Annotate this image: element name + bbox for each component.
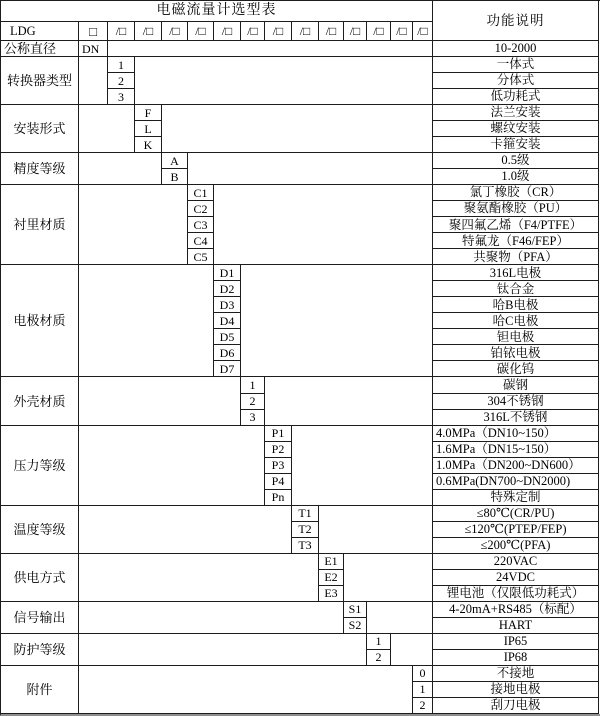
dn-code-cell: DN bbox=[79, 41, 108, 57]
section-power-supply-label: 供电方式 bbox=[1, 554, 79, 602]
code-protection-class-1: 1 bbox=[367, 634, 391, 650]
code-pressure-class-P1: P1 bbox=[265, 426, 292, 442]
code-signal-output-S1: S1 bbox=[344, 602, 367, 618]
desc-lining-material-C2: 聚氨酯橡胶（PU） bbox=[433, 201, 599, 217]
section-converter-type-label: 转换器类型 bbox=[1, 57, 79, 105]
model-slot-cell: /□ bbox=[188, 22, 214, 41]
code-signal-output-S2: S2 bbox=[344, 618, 367, 634]
function-description-header: 功能说明 bbox=[433, 1, 599, 41]
code-electrode-material-D6: D6 bbox=[214, 345, 241, 361]
code-pressure-class-P3: P3 bbox=[265, 458, 292, 474]
code-accuracy-class-B: B bbox=[162, 169, 188, 185]
code-power-supply-E2: E2 bbox=[319, 570, 344, 586]
section-housing-material-right-spacer bbox=[265, 377, 433, 425]
section-temperature-class-right-spacer bbox=[319, 506, 433, 554]
model-slot-cell: /□ bbox=[413, 22, 433, 41]
code-electrode-material-D5: D5 bbox=[214, 329, 241, 345]
model-slot-cell: /□ bbox=[241, 22, 265, 41]
section-temperature-class-label: 温度等级 bbox=[1, 506, 79, 554]
section-lining-material-label: 衬里材质 bbox=[1, 185, 79, 265]
section-power-supply-right-spacer bbox=[344, 554, 433, 602]
section-lining-material-right-spacer bbox=[214, 185, 433, 265]
section-protection-class-label: 防护等级 bbox=[1, 634, 79, 666]
section-signal-output-right-spacer bbox=[367, 602, 433, 634]
dn-spacer bbox=[108, 41, 433, 57]
desc-signal-output-S1: 4-20mA+RS485（标配） bbox=[433, 602, 599, 618]
model-box-cell: □ bbox=[79, 22, 108, 41]
model-slot-cell: /□ bbox=[319, 22, 344, 41]
model-slot-cell: /□ bbox=[135, 22, 162, 41]
code-power-supply-E3: E3 bbox=[319, 586, 344, 602]
section-temperature-class-left-spacer bbox=[79, 506, 292, 554]
code-electrode-material-D3: D3 bbox=[214, 297, 241, 313]
code-mounting-type-L: L bbox=[135, 121, 162, 137]
section-pressure-class-label: 压力等级 bbox=[1, 426, 79, 506]
code-electrode-material-D2: D2 bbox=[214, 281, 241, 297]
desc-pressure-class-P1: 4.0MPa（DN10~150） bbox=[433, 426, 599, 442]
desc-housing-material-2: 304不锈钢 bbox=[433, 394, 599, 410]
desc-pressure-class-P3: 1.0MPa（DN200~DN600） bbox=[433, 458, 599, 474]
model-slot-cell: /□ bbox=[265, 22, 292, 41]
section-protection-class-left-spacer bbox=[79, 634, 367, 666]
desc-accuracy-class-B: 1.0级 bbox=[433, 169, 599, 185]
code-converter-type-1: 1 bbox=[108, 57, 135, 73]
code-housing-material-3: 3 bbox=[241, 410, 265, 426]
code-mounting-type-K: K bbox=[135, 137, 162, 153]
desc-housing-material-3: 316L不锈钢 bbox=[433, 410, 599, 426]
desc-accessories-1: 接地电极 bbox=[433, 682, 599, 698]
desc-electrode-material-D4: 哈C电极 bbox=[433, 313, 599, 329]
code-pressure-class-P4: P4 bbox=[265, 474, 292, 490]
section-accuracy-class-right-spacer bbox=[188, 153, 433, 185]
section-signal-output-label: 信号输出 bbox=[1, 602, 79, 634]
code-lining-material-C5: C5 bbox=[188, 249, 214, 265]
section-lining-material-left-spacer bbox=[79, 185, 188, 265]
desc-accuracy-class-A: 0.5级 bbox=[433, 153, 599, 169]
code-mounting-type-F: F bbox=[135, 105, 162, 121]
code-protection-class-2: 2 bbox=[367, 650, 391, 666]
code-lining-material-C2: C2 bbox=[188, 201, 214, 217]
desc-temperature-class-T1: ≤80℃(CR/PU) bbox=[433, 506, 599, 522]
code-temperature-class-T1: T1 bbox=[292, 506, 319, 522]
code-accessories-2: 2 bbox=[413, 698, 433, 714]
desc-power-supply-E2: 24VDC bbox=[433, 570, 599, 586]
model-slot-cell: /□ bbox=[367, 22, 391, 41]
desc-lining-material-C5: 共聚物（PFA） bbox=[433, 249, 599, 265]
section-pressure-class-right-spacer bbox=[292, 426, 433, 506]
code-pressure-class-P2: P2 bbox=[265, 442, 292, 458]
dn-desc-cell: 10-2000 bbox=[433, 41, 599, 57]
section-housing-material-label: 外壳材质 bbox=[1, 377, 79, 425]
section-pressure-class-left-spacer bbox=[79, 426, 265, 506]
desc-lining-material-C3: 聚四氟乙烯（F4/PTFE） bbox=[433, 217, 599, 233]
section-protection-class-right-spacer bbox=[391, 634, 433, 666]
desc-mounting-type-L: 螺纹安装 bbox=[433, 121, 599, 137]
desc-electrode-material-D6: 铂铱电极 bbox=[433, 345, 599, 361]
model-prefix-cell: LDG bbox=[1, 22, 79, 41]
section-signal-output-left-spacer bbox=[79, 602, 344, 634]
desc-lining-material-C4: 特氟龙（F46/FEP） bbox=[433, 233, 599, 249]
desc-electrode-material-D7: 碳化钨 bbox=[433, 361, 599, 377]
desc-converter-type-1: 一体式 bbox=[433, 57, 599, 73]
section-electrode-material-left-spacer bbox=[79, 265, 214, 377]
section-accessories-left-spacer bbox=[79, 666, 413, 714]
desc-converter-type-2: 分体式 bbox=[433, 73, 599, 89]
code-accuracy-class-A: A bbox=[162, 153, 188, 169]
desc-protection-class-1: IP65 bbox=[433, 634, 599, 650]
desc-temperature-class-T3: ≤200℃(PFA) bbox=[433, 538, 599, 554]
desc-housing-material-1: 碳钢 bbox=[433, 377, 599, 393]
desc-signal-output-S2: HART bbox=[433, 618, 599, 634]
desc-accessories-0: 不接地 bbox=[433, 666, 599, 682]
section-converter-type-left-spacer bbox=[79, 57, 108, 105]
desc-temperature-class-T2: ≤120℃(PTEP/FEP) bbox=[433, 522, 599, 538]
code-pressure-class-Pn: Pn bbox=[265, 490, 292, 506]
section-mounting-type-label: 安装形式 bbox=[1, 105, 79, 153]
code-converter-type-3: 3 bbox=[108, 89, 135, 105]
section-accuracy-class-label: 精度等级 bbox=[1, 153, 79, 185]
desc-converter-type-3: 低功耗式 bbox=[433, 89, 599, 105]
desc-mounting-type-F: 法兰安装 bbox=[433, 105, 599, 121]
section-accuracy-class-left-spacer bbox=[79, 153, 162, 185]
desc-pressure-class-P4: 0.6MPa(DN700~DN2000) bbox=[433, 474, 599, 490]
code-housing-material-1: 1 bbox=[241, 377, 265, 393]
desc-lining-material-C1: 氯丁橡胶（CR） bbox=[433, 185, 599, 201]
desc-electrode-material-D1: 316L电极 bbox=[433, 265, 599, 281]
section-electrode-material-label: 电极材质 bbox=[1, 265, 79, 377]
code-lining-material-C3: C3 bbox=[188, 217, 214, 233]
model-slot-cell: /□ bbox=[391, 22, 413, 41]
code-lining-material-C4: C4 bbox=[188, 233, 214, 249]
code-accessories-1: 1 bbox=[413, 682, 433, 698]
code-power-supply-E1: E1 bbox=[319, 554, 344, 570]
code-converter-type-2: 2 bbox=[108, 73, 135, 89]
desc-pressure-class-Pn: 特殊定制 bbox=[433, 490, 599, 506]
code-housing-material-2: 2 bbox=[241, 394, 265, 410]
desc-mounting-type-K: 卡箍安装 bbox=[433, 137, 599, 153]
desc-electrode-material-D2: 钛合金 bbox=[433, 281, 599, 297]
desc-pressure-class-P2: 1.6MPa（DN15~150） bbox=[433, 442, 599, 458]
desc-protection-class-2: IP68 bbox=[433, 650, 599, 666]
code-electrode-material-D1: D1 bbox=[214, 265, 241, 281]
section-converter-type-right-spacer bbox=[135, 57, 433, 105]
desc-power-supply-E3: 锂电池（仅限低功耗式） bbox=[433, 586, 599, 602]
model-slot-cell: /□ bbox=[292, 22, 319, 41]
desc-electrode-material-D5: 钽电极 bbox=[433, 329, 599, 345]
dn-label-cell: 公称直径 bbox=[1, 41, 79, 57]
code-temperature-class-T3: T3 bbox=[292, 538, 319, 554]
model-slot-cell: /□ bbox=[214, 22, 241, 41]
section-mounting-type-right-spacer bbox=[162, 105, 433, 153]
model-slot-cell: /□ bbox=[344, 22, 367, 41]
code-accessories-0: 0 bbox=[413, 666, 433, 682]
section-power-supply-left-spacer bbox=[79, 554, 319, 602]
section-accessories-label: 附件 bbox=[1, 666, 79, 714]
desc-accessories-2: 刮刀电极 bbox=[433, 698, 599, 714]
code-lining-material-C1: C1 bbox=[188, 185, 214, 201]
table-title: 电磁流量计选型表 bbox=[1, 1, 433, 22]
desc-power-supply-E1: 220VAC bbox=[433, 554, 599, 570]
code-electrode-material-D7: D7 bbox=[214, 361, 241, 377]
model-slot-cell: /□ bbox=[162, 22, 188, 41]
section-electrode-material-right-spacer bbox=[241, 265, 433, 377]
model-slot-cell: /□ bbox=[108, 22, 135, 41]
section-mounting-type-left-spacer bbox=[79, 105, 135, 153]
section-housing-material-left-spacer bbox=[79, 377, 241, 425]
desc-electrode-material-D3: 哈B电极 bbox=[433, 297, 599, 313]
code-electrode-material-D4: D4 bbox=[214, 313, 241, 329]
code-temperature-class-T2: T2 bbox=[292, 522, 319, 538]
